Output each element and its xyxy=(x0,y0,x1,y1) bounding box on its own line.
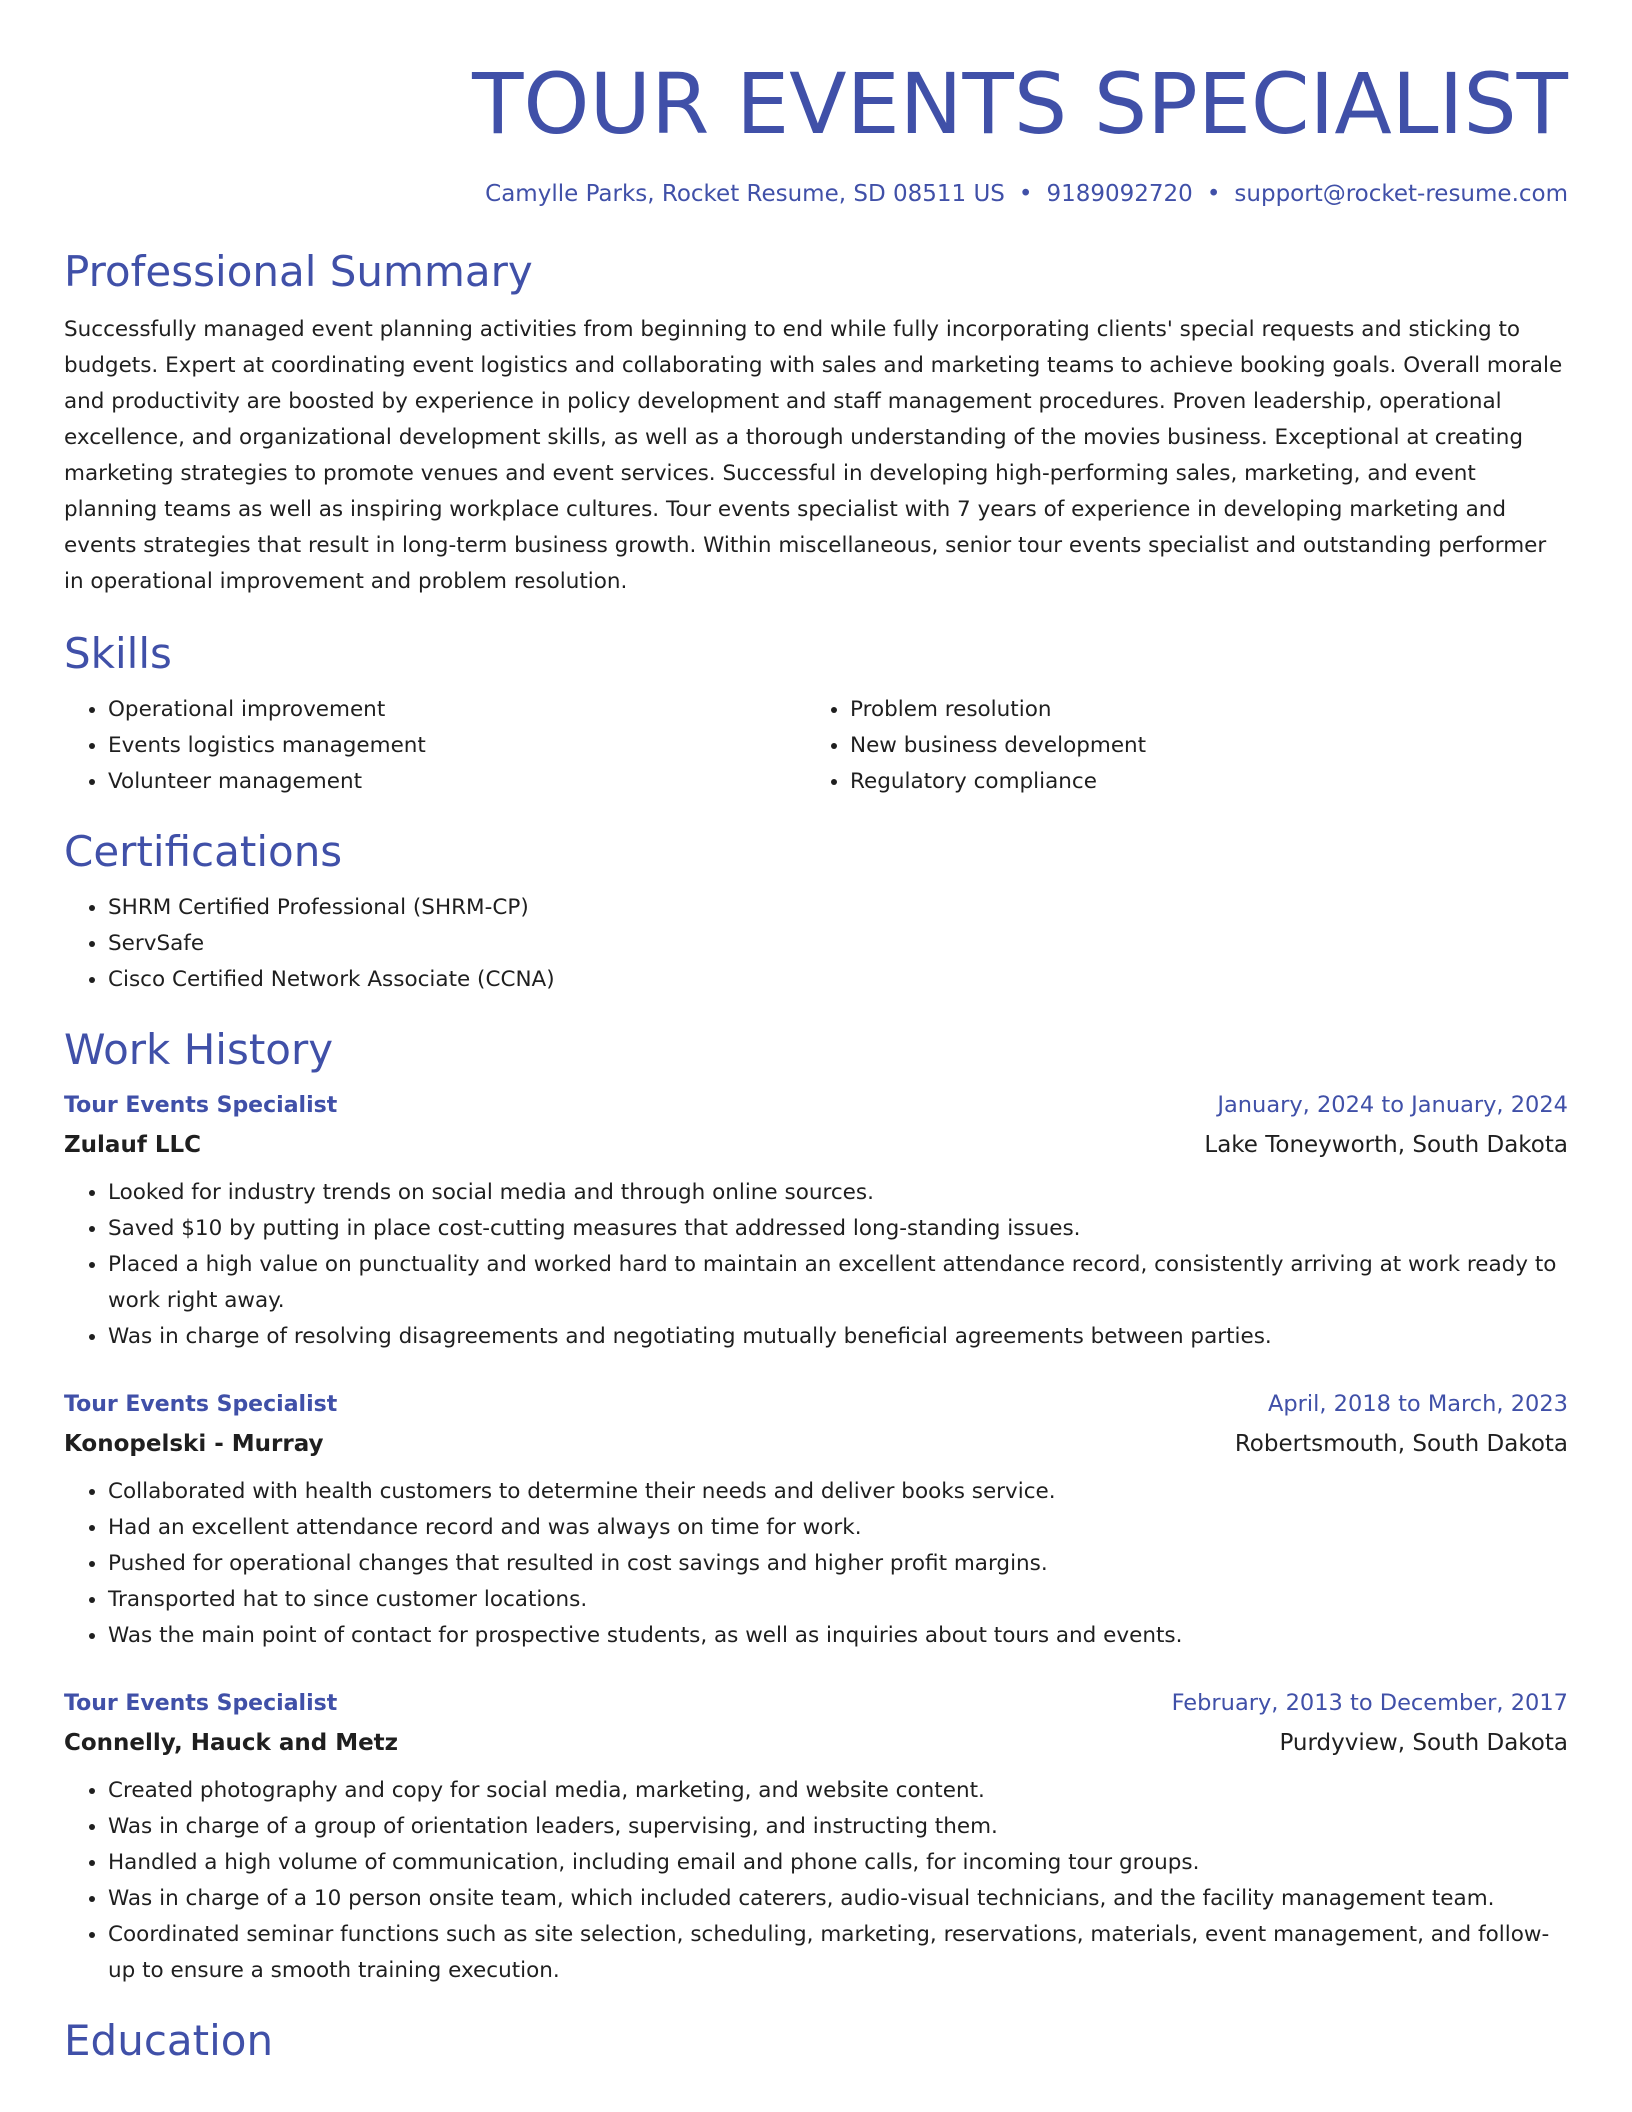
job-title: Tour Events Specialist xyxy=(64,1691,338,1716)
contact-separator: • xyxy=(1206,181,1221,207)
job-bullet: • Created photography and copy for social media, marketing, and website content. xyxy=(108,1773,1568,1809)
certifications-list xyxy=(64,890,1568,998)
job-bullet: • Coordinated seminar functions such as site selection, scheduling, marketing, reservations, materials, event management, and follow-up to ensure a smooth training execution. xyxy=(108,1917,1568,1989)
work-history-section xyxy=(64,1024,1568,1989)
job-bullet: • Was in charge of a 10 person onsite team, which included caterers, audio-visual technicians, and the facility management team. xyxy=(108,1881,1568,1917)
resume-title: TOUR EVENTS SPECIALIST xyxy=(472,55,1568,153)
job-bullets xyxy=(64,1773,1568,1989)
job-header xyxy=(64,1385,1568,1424)
contact-phone: 9189092720 xyxy=(1046,181,1193,207)
contact-separator: • xyxy=(1018,181,1033,207)
job-subheader xyxy=(64,1723,1568,1763)
education-heading: Education xyxy=(64,2016,274,2065)
job-company: Konopelski - Murray xyxy=(64,1431,324,1457)
job-bullets xyxy=(64,1474,1568,1654)
job-bullet: • Handled a high volume of communication, including email and phone calls, for incoming tour groups. xyxy=(108,1845,1568,1881)
certifications-heading: Certifications xyxy=(64,827,343,876)
contact-line xyxy=(64,178,1568,210)
job-entry xyxy=(64,1684,1568,1989)
skills-grid xyxy=(64,692,1568,800)
skills-heading: Skills xyxy=(64,629,172,678)
skills-list-right xyxy=(806,692,1568,800)
job-dates: February, 2013 to December, 2017 xyxy=(1171,1690,1568,1716)
job-bullet: • Was in charge of resolving disagreements and negotiating mutually beneficial agreements between parties. xyxy=(108,1319,1568,1355)
skill-item: • Volunteer management xyxy=(108,764,806,800)
job-bullet: • Had an excellent attendance record and was always on time for work. xyxy=(108,1510,1568,1546)
job-entry xyxy=(64,1385,1568,1654)
certification-item: • SHRM Certified Professional (SHRM-CP) xyxy=(108,890,1568,926)
job-location: Purdyview, South Dakota xyxy=(1279,1730,1568,1756)
skill-item: • Problem resolution xyxy=(850,692,1568,728)
skills-section xyxy=(64,628,1568,800)
job-company: Zulauf LLC xyxy=(64,1132,202,1158)
certification-item: • Cisco Certified Network Associate (CCNA) xyxy=(108,962,1568,998)
skill-item: • Regulatory compliance xyxy=(850,764,1568,800)
work-history-heading: Work History xyxy=(64,1025,334,1074)
job-location: Lake Toneyworth, South Dakota xyxy=(1204,1132,1568,1158)
skill-item: • Events logistics management xyxy=(108,728,806,764)
job-title: Tour Events Specialist xyxy=(64,1392,338,1417)
job-subheader xyxy=(64,1125,1568,1165)
job-bullet: • Placed a high value on punctuality and worked hard to maintain an excellent attendance record, consistently arriving at work ready to work right away. xyxy=(108,1247,1568,1319)
job-header xyxy=(64,1684,1568,1723)
resume-page xyxy=(64,0,1568,2067)
summary-section xyxy=(64,246,1568,600)
job-bullet: • Was in charge of a group of orientation leaders, supervising, and instructing them. xyxy=(108,1809,1568,1845)
education-section xyxy=(64,2015,1568,2067)
job-title: Tour Events Specialist xyxy=(64,1093,338,1118)
contact-address: Camylle Parks, Rocket Resume, SD 08511 US xyxy=(485,181,1005,207)
skill-item: • New business development xyxy=(850,728,1568,764)
job-bullet: • Was the main point of contact for prospective students, as well as inquiries about tours and events. xyxy=(108,1618,1568,1654)
skill-item: • Operational improvement xyxy=(108,692,806,728)
skills-list-left xyxy=(64,692,806,800)
job-bullet: • Pushed for operational changes that resulted in cost savings and higher profit margins. xyxy=(108,1546,1568,1582)
job-header xyxy=(64,1086,1568,1125)
job-dates: April, 2018 to March, 2023 xyxy=(1267,1391,1568,1417)
job-dates: January, 2024 to January, 2024 xyxy=(1217,1092,1568,1118)
certification-item: • ServSafe xyxy=(108,926,1568,962)
job-bullet: • Looked for industry trends on social media and through online sources. xyxy=(108,1175,1568,1211)
job-bullet: • Collaborated with health customers to determine their needs and deliver books service. xyxy=(108,1474,1568,1510)
job-location: Robertsmouth, South Dakota xyxy=(1234,1431,1568,1457)
job-entry xyxy=(64,1086,1568,1355)
summary-text: Successfully managed event planning activities from beginning to end while fully incorporating clients' special requests and sticking to budgets. Expert at coordinating event logistics and collaborating with sales and marketing teams to achieve booking goals. Overall morale and productivity are boosted by experience in policy development and staff management procedures. Proven leadership, operational excellence, and organizational development skills, as well as a thorough understanding of the movies business. Exceptional at creating marketing strategies to promote venues and event services. Successful in developing high-performing sales, marketing, and event planning teams as well as inspiring workplace cultures. Tour events specialist with 7 years of experience in developing marketing and events strategies that result in long-term business growth. Within miscellaneous, senior tour events specialist and outstanding performer in operational improvement and problem resolution. xyxy=(64,317,1563,594)
job-bullet: • Saved $10 by putting in place cost-cutting measures that addressed long-standing issues. xyxy=(108,1211,1568,1247)
contact-email[interactable]: support@rocket-resume.com xyxy=(1234,181,1568,207)
job-subheader xyxy=(64,1424,1568,1464)
certifications-section xyxy=(64,826,1568,998)
job-company: Connelly, Hauck and Metz xyxy=(64,1730,399,1756)
job-bullets xyxy=(64,1175,1568,1355)
summary-heading: Professional Summary xyxy=(64,247,533,296)
job-bullet: • Transported hat to since customer locations. xyxy=(108,1582,1568,1618)
